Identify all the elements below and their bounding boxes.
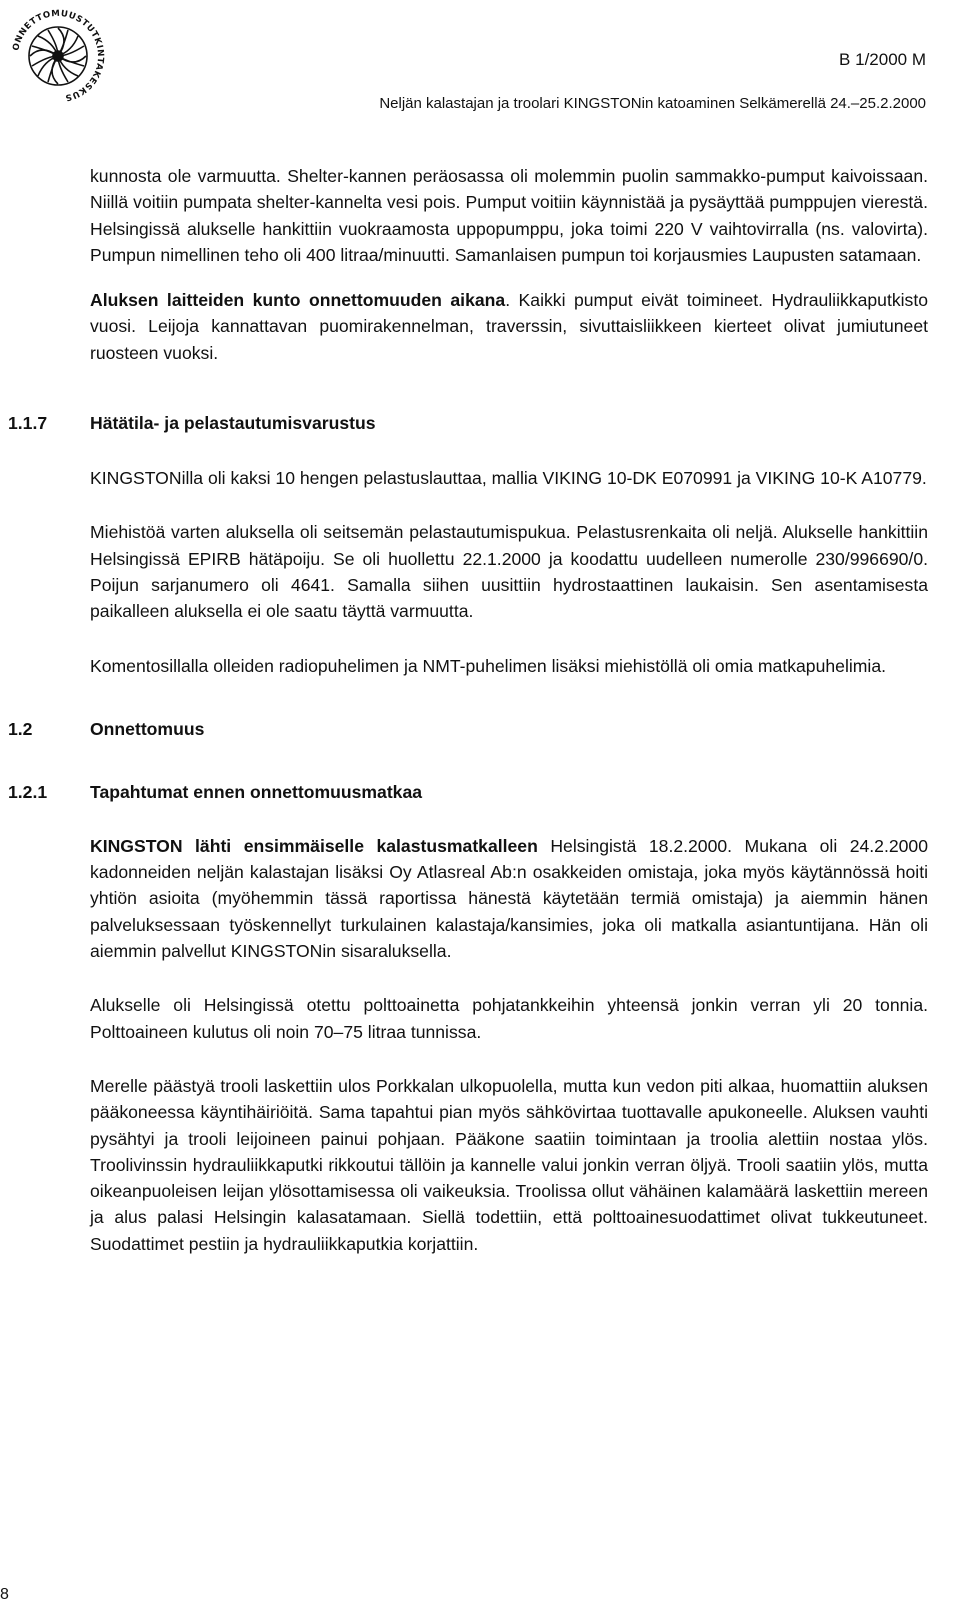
organization-logo (8, 6, 108, 106)
section-number: 1.1.7 (8, 413, 48, 434)
logo-ring-text: ONNETTOMUUSTUTKINTAKESKUS (11, 8, 106, 103)
paragraph-lead-bold: KINGSTON lähti ensimmäiselle kalastusmatkalleen (90, 835, 538, 856)
paragraph-phones: Komentosillalla olleiden radiopuhelimen ja NMT-puhelimen lisäksi miehistöllä oli omia matkapuhelimia. (90, 655, 887, 676)
paragraph-fuel: Alukselle oli Helsingissä otettu polttoainetta pohjatankkeihin yhteensä jonkin verran yli 20 tonnia. Polttoaineen kulutus oli noin 70–75 litraa tunnissa. (90, 995, 928, 1042)
paragraph-equipment-condition (90, 287, 928, 366)
paragraph-engine-trouble: Merelle päästyä trooli laskettiin ulos Porkkalan ulkopuolella, mutta kun vedon piti alkaa, huomattiin aluksen pääkoneessa käyntihäiriöitä. Sama tapahtui pian myös sähkövirtaa tuottavalle apukoneelle. Aluksen vauhti pysähtyi ja trooli leijoineen painui pohjaan. Pääkone saatiin toimintaan ja troolia alettiin nostaa ylös. Troolivinssin hydrauliikkaputki rikkoutui tällöin ja kannelle valui jonkin verran öljyä. Trooli saatiin ylös, mutta oikeanpuoleisen leijan ylösottamisessa oli vaikeuksia. Troolissa ollut vähäinen kalamäärä laskettiin mereen ja alus palasi Helsingin kalasatamaan. Siellä todettiin, että polttoainesuodattimet olivat tukkeutuneet. Suodattimet pestiin ja hydrauliikkaputkia korjattiin. (90, 1075, 928, 1254)
logo-spiral-emblem (29, 27, 87, 85)
section-number: 1.2 (8, 718, 33, 739)
paragraph-survival-suits: Miehistöä varten aluksella oli seitsemän pelastautumispukua. Pelastusrenkaita oli neljä. Alukselle hankittiin Helsingissä EPIRB hätäpoiju. Se oli huollettu 22.1.2000 ja koodattu uudelleen numerolle 230/996690/0. Poijun sarjanumero oli 4641. Samalla siihen uusittiin hydrostaattinen laukaisin. Sen asentamisesta paikalleen aluksella ei ole saatu täyttä varmuutta. (90, 522, 928, 622)
paragraph-pumps: kunnosta ole varmuutta. Shelter-kannen peräosassa oli molemmin puolin sammakko-pumput kaivoissaan. Niillä voitiin pumpata shelter-kannelta vesi pois. Pumput voitiin käynnistää ja pysäyttää pumppujen vierestä. Helsingissä alukselle hankittiin vuokraamosta uppopumppu, joka toimi 220 V vaihtovirralla (ns. valovirta). Pumpun nimellinen teho oli 400 litraa/minuutti. Samanlaisen pumpun toi korjausmies Laupusten satamaan. (90, 166, 928, 265)
paragraph-first-trip (90, 833, 928, 964)
section-heading-1-1-7 (8, 410, 928, 436)
section-title: Tapahtumat ennen onnettomuusmatkaa (90, 781, 423, 802)
document-body (8, 163, 929, 1257)
page-number: 8 (0, 1586, 9, 1603)
paragraph-lead-bold: Aluksen laitteiden kunto onnettomuuden aikana (90, 290, 506, 311)
section-number: 1.2.1 (8, 781, 48, 802)
paragraph-text: . Kaikki pumput eivät toimineet. Hydrauliikkaputkisto vuosi. Leijoja kannattavan puomirakennelman, traverssin, sivuttaisliikkeen kierteet olivat jumiutuneet ruosteen vuoksi. (90, 290, 929, 363)
section-heading-1-2-1 (8, 779, 928, 805)
document-id: B 1/2000 M (839, 50, 926, 69)
paragraph-text: Helsingistä 18.2.2000. Mukana oli 24.2.2000 kadonneiden neljän kalastajan lisäksi Oy Atlasreal Ab:n osakkeiden omistaja, joka myös käytännössä hoiti yhtiön asioita (myöhemmin tässä raportissa hänestä käytetään termiä omistaja) ja aiemmin hänen palveluksessaan työskennellyt turkulainen kalastaja/kansimies, joka oli matkalla asiantuntijana. Hän oli aiemmin palvellut KINGSTONin sisaraluksella. (90, 835, 928, 962)
document-subtitle: Neljän kalastajan ja troolari KINGSTONin katoaminen Selkämerellä 24.–25.2.2000 (379, 95, 926, 112)
section-heading-1-2 (8, 716, 928, 742)
section-title: Hätätila- ja pelastautumisvarustus (90, 413, 376, 434)
paragraph-life-rafts: KINGSTONilla oli kaksi 10 hengen pelastuslauttaa, mallia VIKING 10-DK E070991 ja VIKING 10-K A10779. (90, 468, 927, 489)
section-title: Onnettomuus (90, 718, 205, 739)
